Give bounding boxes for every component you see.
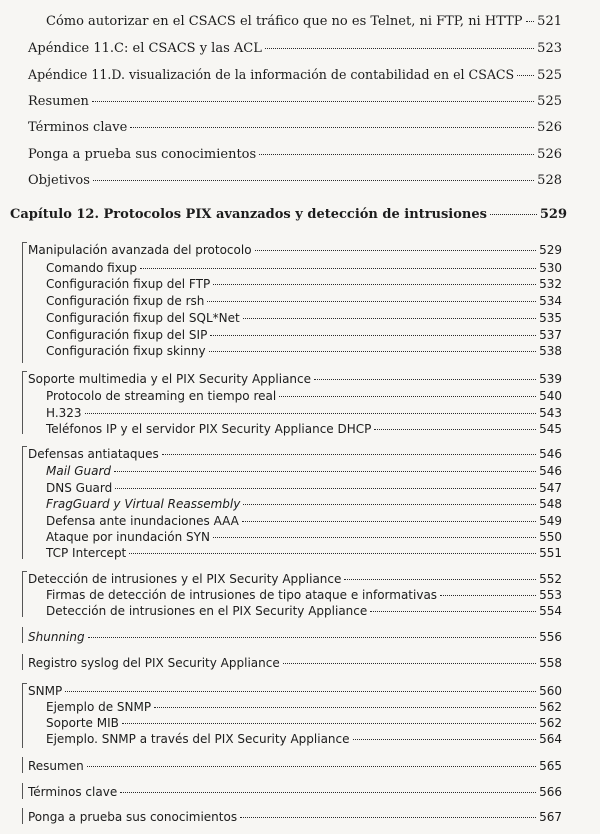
toc-entry[interactable] — [28, 572, 562, 587]
toc-page-number: 550 — [539, 530, 562, 544]
toc-page-number: 547 — [539, 481, 562, 495]
dot-leader — [259, 154, 534, 155]
dot-leader — [242, 521, 536, 522]
dot-leader — [490, 214, 537, 215]
toc-entry[interactable] — [46, 530, 562, 545]
dot-leader — [162, 454, 536, 455]
toc-entry[interactable] — [46, 328, 562, 343]
toc-entry-title: Apéndice 11.D. visualización de la información de contabilidad en el CSACS — [28, 67, 515, 82]
dot-leader — [213, 284, 536, 285]
toc-entry-title: Registro syslog del PIX Security Appliance — [28, 656, 280, 670]
dot-leader — [114, 471, 536, 472]
toc-page-number: 552 — [539, 572, 562, 586]
dot-leader — [314, 379, 536, 380]
toc-entry[interactable] — [46, 294, 562, 309]
toc-entry-title: Protocolo de streaming en tiempo real — [46, 389, 277, 403]
toc-entry-title: Términos clave — [28, 785, 118, 799]
section-rule — [22, 808, 23, 824]
toc-entry-title: Comando fixup — [46, 261, 138, 275]
dot-leader — [240, 817, 536, 818]
toc-entry[interactable] — [28, 120, 562, 135]
dot-leader — [140, 268, 536, 269]
section-rule — [22, 242, 27, 243]
section-rule — [22, 242, 23, 363]
dot-leader — [440, 595, 536, 596]
toc-entry[interactable] — [28, 785, 562, 800]
toc-entry-title: Defensa ante inundaciones AAA — [46, 514, 239, 528]
toc-entry[interactable] — [46, 277, 562, 292]
toc-entry-title: Detección de intrusiones y el PIX Security Appliance — [28, 572, 342, 586]
toc-page-number: 548 — [539, 497, 562, 511]
toc-entry-title: Mail Guard — [46, 464, 111, 478]
toc-entry-title: Ejemplo. SNMP a través del PIX Security Appliance — [46, 732, 350, 746]
toc-page-number: 546 — [539, 447, 562, 461]
toc-entry[interactable] — [46, 344, 562, 359]
dot-leader — [88, 637, 536, 638]
dot-leader — [243, 318, 536, 319]
toc-entry[interactable] — [46, 481, 562, 496]
toc-entry[interactable] — [46, 389, 562, 404]
toc-entry-title: Ejemplo de SNMP — [46, 700, 152, 714]
chapter-title: Capítulo 12. Protocolos PIX avanzados y detección de intrusiones — [10, 207, 487, 222]
dot-leader — [213, 537, 536, 538]
toc-page-number: 526 — [537, 120, 562, 135]
section-rule — [22, 371, 23, 434]
section-rule — [22, 783, 23, 799]
toc-page-number: 566 — [539, 785, 562, 799]
toc-page-number: 530 — [539, 261, 562, 275]
toc-entry-title: SNMP — [28, 684, 63, 698]
dot-leader — [265, 48, 534, 49]
toc-entry-title: Términos clave — [28, 120, 128, 135]
toc-entry[interactable] — [46, 546, 562, 561]
toc-entry-title: Teléfonos IP y el servidor PIX Security Appliance DHCP — [46, 422, 372, 436]
chapter-heading[interactable] — [10, 207, 567, 222]
section-rule — [22, 571, 23, 617]
dot-leader — [65, 691, 536, 692]
dot-leader — [129, 553, 536, 554]
toc-page-number: 554 — [539, 604, 562, 618]
toc-entry[interactable] — [46, 261, 562, 276]
toc-entry-title: Resumen — [28, 759, 84, 773]
toc-page-number: 535 — [539, 311, 562, 325]
toc-entry-title: Configuración fixup del SIP — [46, 328, 208, 342]
toc-entry-title: Soporte multimedia y el PIX Security Appliance — [28, 372, 312, 386]
toc-page-number: 546 — [539, 464, 562, 478]
toc-entry-title: Configuración fixup de rsh — [46, 294, 205, 308]
toc-page-number: 528 — [537, 173, 562, 188]
toc-entry[interactable] — [46, 716, 562, 731]
toc-entry[interactable] — [28, 94, 562, 109]
toc-entry[interactable] — [46, 464, 562, 479]
toc-page-number: 560 — [539, 684, 562, 698]
dot-leader — [130, 127, 534, 128]
toc-entry-title: Configuración fixup skinny — [46, 344, 206, 358]
section-rule — [22, 571, 27, 572]
toc-entry[interactable] — [28, 41, 562, 56]
toc-entry[interactable] — [28, 147, 562, 162]
toc-entry-title: FragGuard y Virtual Reassembly — [46, 497, 241, 511]
toc-page-number: 525 — [537, 94, 562, 109]
dot-leader — [122, 723, 536, 724]
toc-entry-title: Defensas antiataques — [28, 447, 159, 461]
dot-leader — [279, 396, 536, 397]
toc-entry-title: Ataque por inundación SYN — [46, 530, 210, 544]
toc-entry-title: Objetivos — [28, 173, 90, 188]
toc-entry[interactable] — [28, 243, 562, 258]
toc-entry[interactable] — [28, 67, 562, 83]
toc-page-number: 538 — [539, 344, 562, 358]
toc-entry[interactable] — [46, 497, 562, 512]
toc-page-number: 540 — [539, 389, 562, 403]
toc-entry[interactable] — [46, 588, 562, 603]
toc-entry-title: Shunning — [28, 630, 85, 644]
dot-leader — [92, 101, 534, 102]
toc-entry[interactable] — [46, 732, 562, 747]
dot-leader — [517, 75, 534, 76]
toc-page-number: 556 — [539, 630, 562, 644]
toc-entry-title: TCP Intercept — [46, 546, 127, 560]
section-rule — [22, 757, 23, 773]
dot-leader — [115, 488, 536, 489]
toc-entry-title: Manipulación avanzada del protocolo — [28, 243, 252, 257]
toc-entry[interactable] — [46, 514, 562, 529]
section-rule — [22, 446, 23, 559]
toc-entry-title: Ponga a prueba sus conocimientos — [28, 810, 238, 824]
dot-leader — [370, 611, 536, 612]
toc-page-number: 521 — [537, 14, 562, 29]
toc-page-number: 562 — [539, 716, 562, 730]
toc-entry-title: Cómo autorizar en el CSACS el tráfico que no es Telnet, ni FTP, ni HTTP — [46, 14, 523, 29]
toc-entry-title: Configuración fixup del FTP — [46, 277, 211, 291]
dot-leader — [243, 504, 536, 505]
toc-page-number: 549 — [539, 514, 562, 528]
section-rule — [22, 683, 23, 748]
toc-entry-title: H.323 — [46, 406, 82, 420]
dot-leader — [344, 579, 536, 580]
toc-page-number: 525 — [537, 68, 562, 83]
toc-entry[interactable] — [46, 422, 562, 437]
toc-entry-title: Resumen — [28, 94, 89, 109]
dot-leader — [85, 413, 537, 414]
toc-page-number: 553 — [539, 588, 562, 602]
toc-entry[interactable] — [28, 810, 562, 825]
toc-entry-title: Apéndice 11.C: el CSACS y las ACL — [28, 41, 262, 56]
toc-entry[interactable] — [46, 14, 562, 29]
toc-page-number: 567 — [539, 810, 562, 824]
toc-page-number: 543 — [539, 406, 562, 420]
toc-page-number: 523 — [537, 41, 562, 56]
dot-leader — [353, 739, 537, 740]
toc-entry[interactable] — [46, 311, 562, 326]
dot-leader — [87, 766, 536, 767]
dot-leader — [374, 429, 536, 430]
dot-leader — [210, 335, 536, 336]
toc-page-number: 551 — [539, 546, 562, 560]
toc-page-number: 526 — [537, 147, 562, 162]
toc-entry[interactable] — [28, 372, 562, 387]
toc-entry[interactable] — [28, 630, 562, 645]
section-rule — [22, 371, 27, 372]
toc-entry[interactable] — [28, 447, 562, 462]
toc-entry[interactable] — [28, 759, 562, 774]
toc-entry[interactable] — [28, 656, 562, 671]
toc-entry-title: Configuración fixup del SQL*Net — [46, 311, 240, 325]
toc-entry-title: Ponga a prueba sus conocimientos — [28, 147, 257, 162]
dot-leader — [526, 21, 535, 22]
dot-leader — [120, 792, 536, 793]
toc-entry[interactable] — [28, 684, 562, 699]
toc-page-number: 537 — [539, 328, 562, 342]
toc-entry[interactable] — [28, 173, 562, 188]
section-rule — [22, 683, 27, 684]
toc-page-number: 539 — [539, 372, 562, 386]
section-rule — [22, 446, 27, 447]
toc-entry-title: DNS Guard — [46, 481, 113, 495]
toc-page-number: 562 — [539, 700, 562, 714]
dot-leader — [283, 663, 536, 664]
toc-page-number: 564 — [539, 732, 562, 746]
toc-entry-title: Firmas de detección de intrusiones de tipo ataque e informativas — [46, 588, 438, 602]
toc-page-number: 532 — [539, 277, 562, 291]
dot-leader — [93, 180, 534, 181]
dot-leader — [207, 301, 536, 302]
dot-leader — [154, 707, 536, 708]
dot-leader — [255, 250, 537, 251]
toc-page-number: 565 — [539, 759, 562, 773]
toc-page-number: 529 — [539, 207, 567, 222]
toc-entry[interactable] — [46, 406, 562, 421]
section-rule — [22, 654, 23, 670]
toc-page-number: 534 — [539, 294, 562, 308]
dot-leader — [209, 351, 536, 352]
toc-entry[interactable] — [46, 700, 562, 715]
toc-entry-title: Soporte MIB — [46, 716, 119, 730]
section-rule — [22, 627, 23, 643]
toc-entry[interactable] — [46, 604, 562, 619]
toc-page-number: 545 — [539, 422, 562, 436]
toc-entry-title: Detección de intrusiones en el PIX Security Appliance — [46, 604, 368, 618]
toc-page-number: 529 — [539, 243, 562, 257]
toc-page-number: 558 — [539, 656, 562, 670]
